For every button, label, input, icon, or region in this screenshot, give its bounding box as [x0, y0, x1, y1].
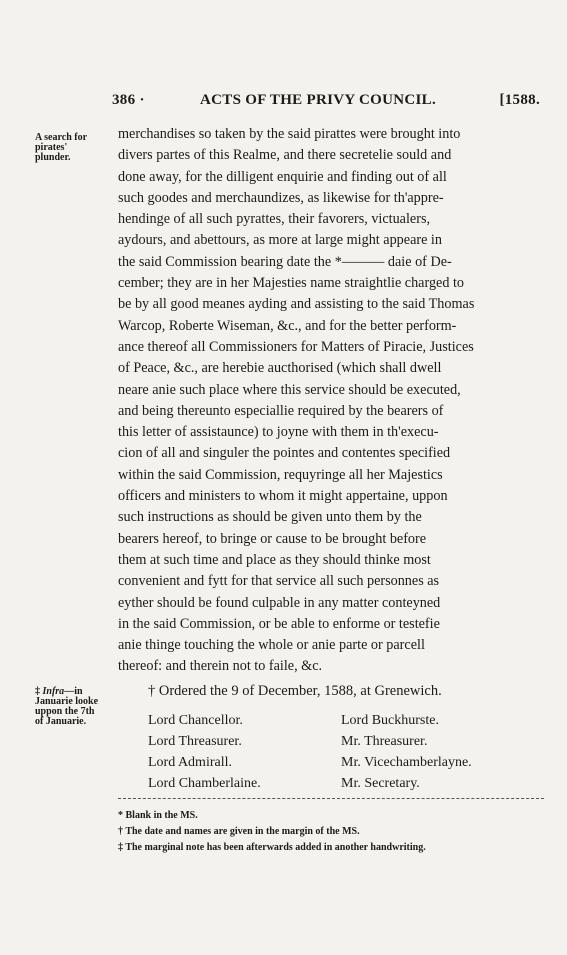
- attendee: Lord Buckhurste.: [341, 713, 439, 728]
- body-line: merchandises so taken by the said pirattes were brought into: [118, 126, 461, 142]
- attendee: Lord Threasurer.: [148, 734, 242, 749]
- footnote-divider: [118, 798, 544, 799]
- body-line: them at such time and place as they should thinke most: [118, 551, 431, 568]
- body-line: cember; they are in her Majesties name straightlie charged to: [118, 275, 465, 292]
- attendee: Lord Chancellor.: [148, 713, 243, 728]
- running-year: [1588.: [499, 92, 540, 108]
- footnote: * Blank in the MS.: [118, 810, 198, 821]
- attendee: Lord Admirall.: [148, 755, 232, 770]
- body-line: anie thinge touching the whole or anie parte or parcell: [118, 637, 425, 654]
- margin-note-line: pirates': [35, 142, 68, 153]
- body-line: this letter of assistaunce) to joyne with them in th'execu-: [118, 424, 439, 441]
- margin-note-line: Januarie looke: [35, 696, 99, 707]
- body-line: hendinge of all such pyrattes, their favorers, victualers,: [118, 211, 431, 228]
- attendee: Mr. Threasurer.: [341, 734, 428, 749]
- body-line: neare anie such place where this service should be executed,: [118, 381, 461, 398]
- body-line: and being thereunto especiallie required by the bearers of: [118, 402, 444, 419]
- running-header: [112, 92, 540, 114]
- margin-note-line: of Januarie.: [35, 716, 87, 727]
- attendance-right-column: [341, 710, 472, 794]
- body-line: done away, for the dilligent enquirie and finding out of all: [118, 168, 447, 185]
- margin-note-italic: Infra: [42, 686, 65, 697]
- margin-note-line: uppon the 7th: [35, 706, 95, 717]
- body-line: such instructions as should be given unto them by the: [118, 509, 422, 526]
- attendee: Mr. Secretary.: [341, 776, 420, 791]
- margin-note-search: [35, 133, 103, 163]
- body-line: aydours, and abettours, as more at large might appeare in: [118, 232, 442, 249]
- attendee: Mr. Vicechamberlayne.: [341, 755, 472, 770]
- attendance-left-column: [148, 710, 261, 794]
- body-line: convenient and fytt for that service all such personnes as: [118, 573, 440, 590]
- footnote: † The date and names are given in the margin of the MS.: [118, 826, 360, 837]
- body-line: the said Commission bearing date the *——— daie of De-: [118, 253, 452, 270]
- body-line: cion of all and singuler the pointes and contentes specified: [118, 445, 451, 462]
- body-line: eyther should be found culpable in any matter conteyned: [118, 594, 441, 611]
- footnotes: [118, 808, 548, 856]
- margin-note-line: plunder.: [35, 152, 71, 163]
- page-number: 386 ·: [112, 92, 145, 108]
- body-line: divers partes of this Realme, and there secretelie sould and: [118, 147, 452, 164]
- body-line: officers and ministers to whom it might appertaine, uppon: [118, 488, 448, 505]
- order-heading: † Ordered the 9 of December, 1588, at Grenewich.: [148, 683, 442, 699]
- running-title: ACTS OF THE PRIVY COUNCIL.: [200, 92, 437, 108]
- margin-note-text: —in: [64, 686, 83, 697]
- body-line: be by all good meanes ayding and assisting to the said Thomas: [118, 296, 475, 313]
- body-line: thereof: and therein not to faile, &c.: [118, 658, 323, 675]
- body-paragraph: [118, 124, 544, 678]
- body-line: within the said Commission, requyringe all her Majestics: [118, 466, 443, 483]
- attendee: Lord Chamberlaine.: [148, 776, 261, 791]
- margin-note-mark: ‡: [35, 686, 43, 697]
- body-line: Warcop, Roberte Wiseman, &c., and for the better perform-: [118, 317, 457, 334]
- footnote: ‡ The marginal note has been afterwards added in another handwriting.: [118, 842, 426, 853]
- body-line: bearers hereof, to bringe or cause to be brought before: [118, 530, 427, 547]
- body-line: ance thereof all Commissioners for Matters of Piracie, Justices: [118, 338, 474, 355]
- body-line: in the said Commission, or be able to enforme or testefie: [118, 615, 440, 632]
- body-line: of Peace, &c., are herebie aucthorised (which shall dwell: [118, 360, 442, 377]
- body-line: such goodes and merchaundizes, as likewise for th'appre-: [118, 189, 444, 206]
- margin-note-infra: [35, 687, 103, 727]
- margin-note-line: A search for: [35, 132, 88, 143]
